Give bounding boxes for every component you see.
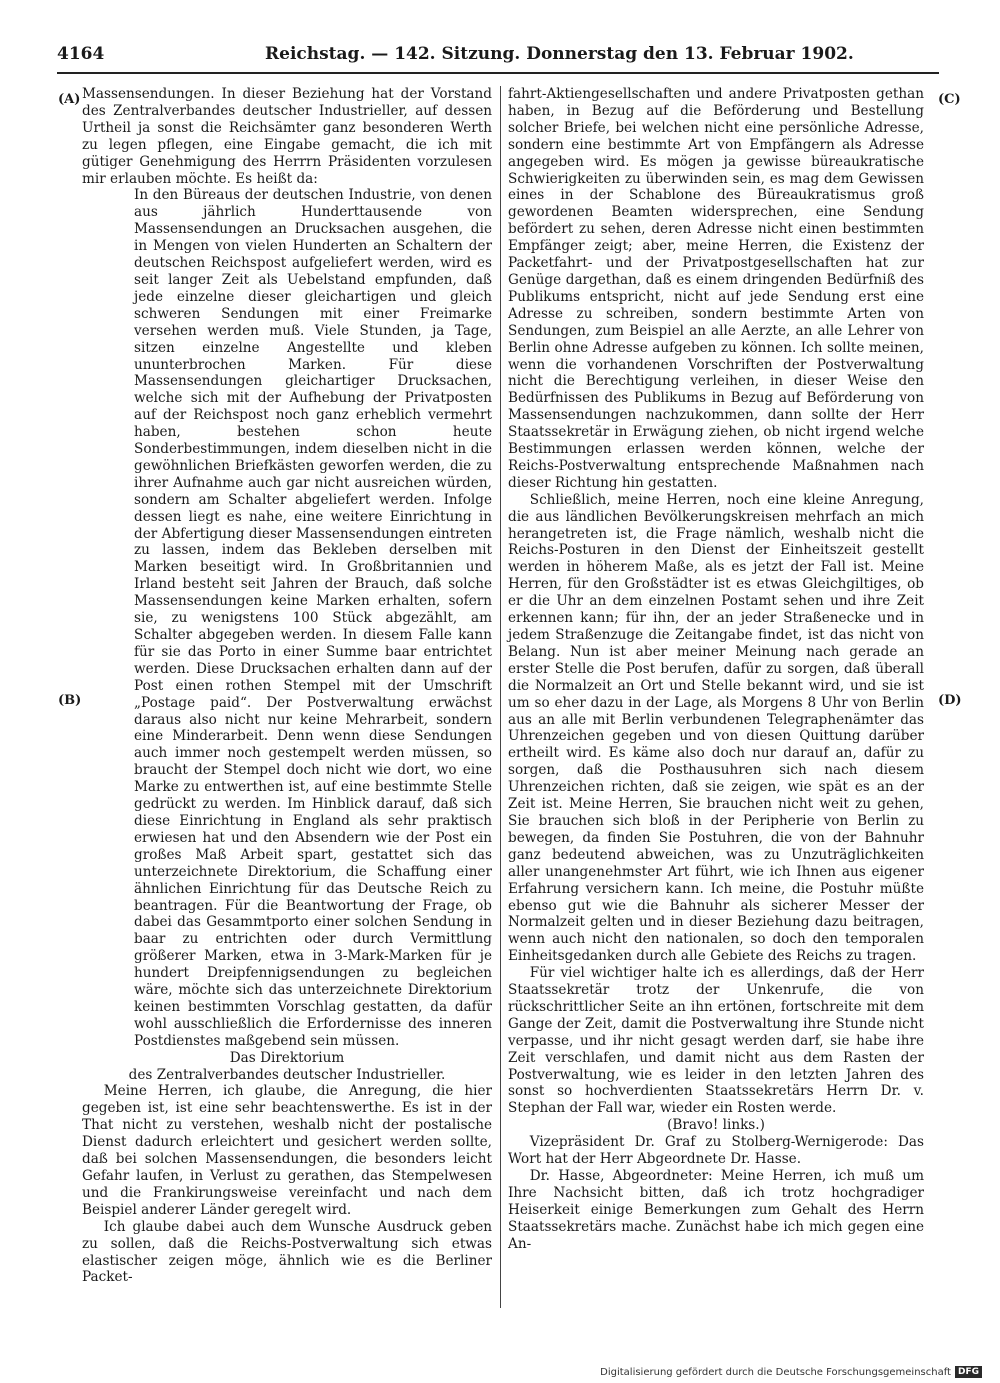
right-paragraph-6: Dr. Hasse, Abgeordneter: Meine Herren, ich muß um Ihre Nachsicht bitten, daß ich trotz hochgradiger Heiserkeit einige Bemerkungen zum Gehalt des Herrn Staatssekretärs mache. Zunächst habe ich mich gegen eine An-: [508, 1168, 924, 1252]
margin-marker-c: (C): [938, 92, 961, 107]
page-number: 4164: [57, 44, 105, 64]
left-column: [82, 86, 492, 1286]
running-title: Reichstag. — 142. Sitzung. Donnerstag den 13. Februar 1902.: [265, 44, 854, 64]
petition-quote: In den Büreaus der deutschen Industrie, von denen aus jährlich Hunderttausende von Massensendungen an Drucksachen ausgehen, die in Mengen von vielen Hunderten an Schaltern der deutschen Reichspost aufgeliefert werden, wird es seit langer Zeit als Uebelstand empfunden, daß jede einzelne dieser gleichartigen und gleich schweren Sendungen mit einer Freimarke versehen werden muß. Viele Stunden, ja Tage, sitzen einzelne Angestellte und kleben ununterbrochen Marken. Für diese Massensendungen gleichartiger Drucksachen, welche sich mit der Aufhebung der Privatposten auf der Reichspost noch ganz erheblich vermehrt haben, bestehen schon heute Sonderbestimmungen, indem dieselben nicht in die gewöhnlichen Briefkästen geworfen werden, die zu ihrer Aufnahme auch gar nicht ausreichen würden, sondern am Schalter abgeliefert werden. Infolge dessen liegt es nahe, eine weitere Einrichtung in der Abfertigung dieser Massensendungen eintreten zu lassen, indem das Bekleben derselben mit Marken beseitigt wird. In Großbritannien und Irland besteht seit Jahren der Brauch, daß solche Massensendungen keine Marken erhalten, sofern sie, zu wenigstens 100 Stück abgezählt, am Schalter abgegeben werden. In diesem Falle kann für sie das Porto in einer Summe baar entrichtet werden. Diese Drucksachen erhalten dann auf der Post einen rothen Stempel mit der Umschrift „Postage paid“. Der Postverwaltung erwächst daraus also nicht nur keine Mehrarbeit, sondern eine Minderarbeit. Denn wenn diese Sendungen auch immer noch gestempelt werden müssen, so braucht der Stempel doch nicht wie dort, wo eine Marke zu entwerthen ist, auf eine bestimmte Stelle gedrückt zu werden. Im Hinblick darauf, daß sich diese Einrichtung in England als sehr praktisch erwiesen hat und den Absendern wie der Post ein großes Maß Arbeit spart, gestattet sich das unterzeichnete Direktorium, die Schaffung einer ähnlichen Einrichtung für das Deutsche Reich zu beantragen. Für die Beantwortung der Frage, ob dabei das Gesammtporto einer solchen Sendung in baar zu entrichten oder durch Vermittlung größerer Marken, etwa in 3-Mark-Marken für je hundert Dreipfennigsendungen zu begleichen wäre, möchte sich das unterzeichnete Direktorium keinen bestimmten Vorschlag gestatten, da dafür wohl ausschließlich die Erfordernisse des inneren Postdienstes maßgebend sein müssen.: [134, 187, 492, 1049]
right-column: [508, 86, 924, 1253]
applause-note: (Bravo! links.): [667, 1117, 765, 1134]
signature-line-1: Das Direktorium: [229, 1049, 345, 1066]
margin-marker-b: (B): [58, 693, 82, 708]
dfg-logo: DFG: [955, 1366, 982, 1378]
column-divider: [500, 86, 501, 1308]
left-paragraph-3: Ich glaube dabei auch dem Wunsche Ausdruck geben zu sollen, daß die Reichs-Postverwaltung sich etwas elastischer zeigen möge, ähnlich wie es die Berliner Packet-: [82, 1218, 492, 1286]
page-header: [57, 40, 939, 70]
footer-text: Digitalisierung gefördert durch die Deutsche Forschungsgemeinschaft: [600, 1366, 951, 1378]
right-paragraph-3: Für viel wichtiger halte ich es allerdings, daß der Herr Staatssekretär trotz der Unkenrufe, die von rückschrittlicher Seite an ihn ertönen, fortschreite mit dem Gange der Zeit, damit die Postverwaltung ihre Stunde nicht verpasse, und ihr nicht gesagt werden darf, sie habe ihre Zeit verschlafen, und damit nicht aus dem Rasten der Postverwaltung, wie es leider in den letzten Jahren des sonst so hochverdienten Staatssekretärs Herrn Dr. v. Stephan der Fall war, wieder ein Rosten werde.: [508, 965, 924, 1117]
right-paragraph-1: fahrt-Aktiengesellschaften und andere Privatposten gethan haben, in Bezug auf die Beförderung und Bestellung solcher Briefe, bei welchen nicht eine persönliche Adresse, sondern eine bestimmte Art von Empfängern als Adresse angegeben wird. Es mögen ja gewisse büreaukratische Schwierigkeiten zu überwinden sein, es mag dem Gewissen eines in der Schablone des Büreaukratismus groß gewordenen Beamten widersprechen, eine Sendung befördert zu sehen, deren Adresse nicht einen bestimmten Empfänger zeigt; aber, meine Herren, die Existenz der Packetfahrt- und der Privatpostgesellschaften hat zur Genüge dargethan, daß es einem dringenden Bedürfniß des Publikums entspricht, nicht auf jede Sendung erst eine Adresse zu schreiben, sondern bestimmte Arten von Sendungen, zum Beispiel an alle Aerzte, an alle Lehrer von Berlin ohne Adresse aufgeben zu können. Ich sollte meinen, wenn die vorhandenen Vorschriften der Postverwaltung nicht die Berechtigung verleihen, in dieser Weise den Bedürfnissen des Publikums in Bezug auf Beförderung von Massensendungen nachzukommen, dann sollte der Herr Staatssekretär in Erwägung ziehen, ob nicht irgend welche Bestimmungen erlassen werden können, welche der Reichs-Postverwaltung entsprechende Maßnahmen nach dieser Richtung hin gestatten.: [508, 86, 924, 491]
header-rule: [57, 72, 939, 74]
signature-line-2: des Zentralverbandes deutscher Industrieller.: [128, 1066, 446, 1083]
margin-marker-a: (A): [58, 92, 81, 107]
funding-footer: [600, 1366, 982, 1378]
right-paragraph-5: Vizepräsident Dr. Graf zu Stolberg-Wernigerode: Das Wort hat der Herr Abgeordnete Dr. Hasse.: [508, 1134, 924, 1168]
left-paragraph-1: Massensendungen. In dieser Beziehung hat der Vorstand des Zentralverbandes deutscher Industrieller, auf dessen Urtheil ja sonst die Reichsämter ganz besonderen Werth zu legen pflegen, eine Eingabe gemacht, die ich mit gütiger Genehmigung des Herrrn Präsidenten vorzulesen mir erlauben möchte. Es heißt da:: [82, 86, 492, 187]
right-paragraph-2: Schließlich, meine Herren, noch eine kleine Anregung, die aus ländlichen Bevölkerungskreisen mehrfach an mich herangetreten ist, die Frage nämlich, weshalb nicht die Reichs-Posturen in den Dienst der Einheitszeit gestellt werden in höherem Maße, als es jetzt der Fall ist. Meine Herren, für den Großstädter ist es etwas Gleichgiltiges, ob er die Uhr an dem einzelnen Postamt sehen und ihre Zeit erkennen kann; für ihn, der an jeder Straßenecke und in jedem Straßenzuge die Zeitangabe findet, ist das nicht von Belang. Nun ist aber meiner Meinung nach gerade an erster Stelle die Post berufen, dafür zu sorgen, daß überall die Normalzeit an Ort und Stelle bekannt wird, und sie ist um so eher dazu in der Lage, als Morgens 8 Uhr von Berlin aus an alle mit Berlin verbundenen Telegraphenämter das Uhrenzeichen gegeben und von diesen Quittung darüber ertheilt wird. Es käme also doch nur darauf an, dafür zu sorgen, daß die Posthausuhren sich nach diesem Uhrenzeichen richten, daß sie zeigen, wie spät es an der Zeit ist. Meine Herren, Sie brauchen nicht weit zu gehen, Sie brauchen sich bloß in der Peripherie von Berlin zu bewegen, da finden Sie Postuhren, die von der Bahnuhr ganz bedeutend abweichen, was zu Unzuträglichkeiten aller unangenehmster Art führt, wie ich Ihnen aus eigener Erfahrung versichern kann. Ich meine, die Postuhr müßte ebenso gut wie die Bahnuhr als sicherer Messer der Normalzeit gelten und in dieser Beziehung dazu beitragen, wenn auch nicht den nationalen, so doch den temporalen Einheitsgedanken durch alle Gebiete des Reichs zu tragen.: [508, 491, 924, 965]
margin-marker-d: (D): [938, 693, 962, 708]
left-paragraph-2: Meine Herren, ich glaube, die Anregung, die hier gegeben ist, ist eine sehr beachtenswerthe. Es ist in der That nicht zu verstehen, weshalb nicht der postalische Dienst dadurch erleichtert und gesichert werden sollte, daß bei solchen Massensendungen, die besonders leicht Gefahr laufen, in Verlust zu gerathen, das Stempelwesen und die Frankirungsweise vereinfacht und nach dem Beispiel anderer Länder geregelt wird.: [82, 1083, 492, 1218]
